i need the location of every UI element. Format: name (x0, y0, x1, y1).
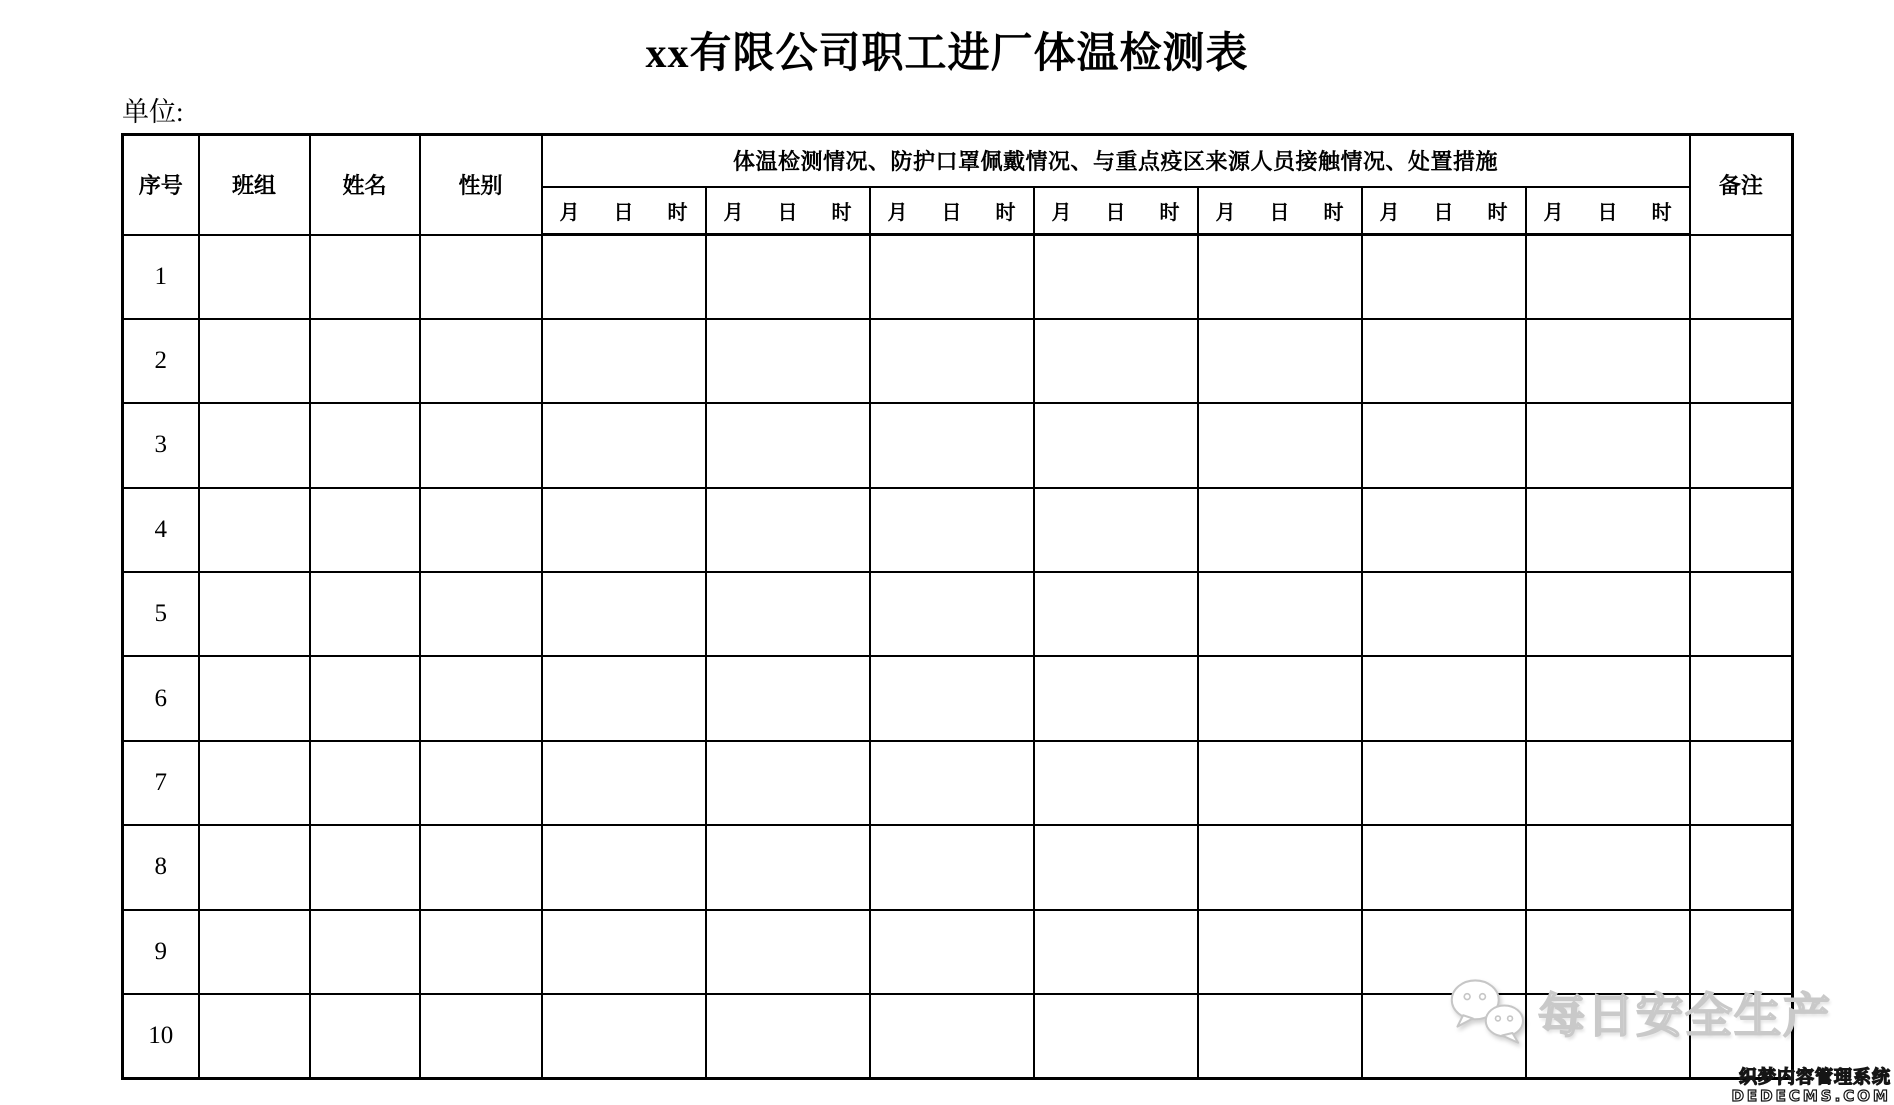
row-number-cell: 3 (123, 403, 199, 487)
empty-cell (199, 572, 310, 656)
date-subheader-label: 月 (1051, 201, 1072, 224)
empty-cell (1526, 656, 1690, 740)
table-row (123, 488, 1793, 572)
empty-cell (420, 656, 542, 740)
empty-cell (310, 910, 420, 994)
empty-cell (1034, 235, 1198, 319)
wechat-icon (1448, 978, 1530, 1046)
date-subheader-label: 月 (559, 201, 580, 224)
empty-cell (542, 994, 706, 1078)
empty-cell (310, 656, 420, 740)
cms-watermark (1731, 1068, 1891, 1104)
empty-cell (199, 994, 310, 1078)
empty-cell (1690, 319, 1793, 403)
empty-cell (706, 488, 870, 572)
table-row (123, 825, 1793, 909)
empty-cell (870, 572, 1034, 656)
empty-cell (1526, 235, 1690, 319)
date-subheader-label: 月 (723, 201, 744, 224)
col-header-remark: 备注 (1690, 135, 1793, 235)
empty-cell (542, 910, 706, 994)
row-number-cell: 10 (123, 994, 199, 1078)
empty-cell (1198, 994, 1362, 1078)
date-subheader-labels (1363, 196, 1525, 225)
empty-cell (199, 910, 310, 994)
empty-cell (706, 910, 870, 994)
empty-cell (706, 403, 870, 487)
empty-cell (1362, 825, 1526, 909)
empty-cell (1198, 235, 1362, 319)
empty-cell (1362, 656, 1526, 740)
row-number-cell: 6 (123, 656, 199, 740)
table-row (123, 741, 1793, 825)
empty-cell (1526, 741, 1690, 825)
empty-cell (706, 825, 870, 909)
col-header-team: 班组 (199, 135, 310, 235)
empty-cell (1362, 572, 1526, 656)
table-row (123, 319, 1793, 403)
date-subheader-label: 时 (1651, 201, 1672, 224)
empty-cell (1526, 488, 1690, 572)
empty-cell (542, 741, 706, 825)
row-number-cell: 1 (123, 235, 199, 319)
empty-cell (542, 319, 706, 403)
date-subheader-labels (1199, 196, 1361, 225)
empty-cell (1198, 488, 1362, 572)
empty-cell (870, 741, 1034, 825)
row-number-cell: 5 (123, 572, 199, 656)
date-subheader-label: 月 (1379, 201, 1400, 224)
empty-cell (1198, 572, 1362, 656)
empty-cell (1690, 572, 1793, 656)
empty-cell (1034, 488, 1198, 572)
empty-cell (706, 572, 870, 656)
empty-cell (706, 656, 870, 740)
date-subheader-label: 时 (1323, 201, 1344, 224)
empty-cell (310, 488, 420, 572)
date-subheader-label: 日 (777, 201, 798, 224)
date-subheader-cell (1362, 187, 1526, 235)
empty-cell (1198, 741, 1362, 825)
date-subheader-labels (1527, 196, 1689, 225)
empty-cell (420, 910, 542, 994)
empty-cell (542, 572, 706, 656)
wechat-watermark-text: 每日安全生产 (1538, 988, 1832, 1042)
empty-cell (1198, 825, 1362, 909)
empty-cell (199, 319, 310, 403)
date-subheader-label: 时 (831, 201, 852, 224)
row-number-cell: 9 (123, 910, 199, 994)
date-subheader-label: 时 (1159, 201, 1180, 224)
cms-watermark-line2: DEDECMS.COM (1731, 1086, 1891, 1105)
date-subheader-label: 日 (1269, 201, 1290, 224)
date-subheader-label: 日 (1105, 201, 1126, 224)
empty-cell (1526, 572, 1690, 656)
empty-cell (420, 403, 542, 487)
empty-cell (1034, 994, 1198, 1078)
empty-cell (199, 403, 310, 487)
empty-cell (310, 235, 420, 319)
empty-cell (310, 825, 420, 909)
empty-cell (870, 825, 1034, 909)
empty-cell (706, 235, 870, 319)
date-subheader-cell (542, 187, 706, 235)
empty-cell (1034, 910, 1198, 994)
empty-cell (310, 403, 420, 487)
wechat-watermark (1448, 978, 1832, 1046)
empty-cell (310, 319, 420, 403)
row-number-cell: 8 (123, 825, 199, 909)
date-subheader-labels (707, 196, 869, 225)
empty-cell (420, 319, 542, 403)
table-row (123, 403, 1793, 487)
empty-cell (1690, 656, 1793, 740)
empty-cell (542, 825, 706, 909)
header-row-main (123, 135, 1793, 187)
table-row (123, 656, 1793, 740)
row-number-cell: 4 (123, 488, 199, 572)
empty-cell (310, 741, 420, 825)
date-subheader-cell (1198, 187, 1362, 235)
empty-cell (1034, 572, 1198, 656)
table-row (123, 235, 1793, 319)
empty-cell (1362, 319, 1526, 403)
empty-cell (542, 656, 706, 740)
date-subheader-label: 时 (995, 201, 1016, 224)
col-header-merged: 体温检测情况、防护口罩佩戴情况、与重点疫区来源人员接触情况、处置措施 (542, 135, 1690, 187)
empty-cell (420, 741, 542, 825)
unit-label: 单位: (122, 97, 184, 127)
empty-cell (199, 741, 310, 825)
empty-cell (1362, 741, 1526, 825)
empty-cell (706, 319, 870, 403)
date-subheader-cell (1034, 187, 1198, 235)
page-title: xx有限公司职工进厂体温检测表 (645, 31, 1249, 77)
date-subheader-label: 月 (887, 201, 908, 224)
empty-cell (1198, 403, 1362, 487)
col-header-gender: 性别 (420, 135, 542, 235)
empty-cell (870, 994, 1034, 1078)
empty-cell (706, 994, 870, 1078)
empty-cell (199, 235, 310, 319)
empty-cell (199, 656, 310, 740)
empty-cell (1362, 488, 1526, 572)
empty-cell (542, 235, 706, 319)
empty-cell (1526, 403, 1690, 487)
date-subheader-cell (706, 187, 870, 235)
empty-cell (1034, 656, 1198, 740)
table-row (123, 572, 1793, 656)
empty-cell (870, 319, 1034, 403)
empty-cell (420, 825, 542, 909)
empty-cell (542, 403, 706, 487)
empty-cell (870, 910, 1034, 994)
date-subheader-label: 月 (1215, 201, 1236, 224)
empty-cell (706, 741, 870, 825)
empty-cell (870, 488, 1034, 572)
empty-cell (199, 488, 310, 572)
empty-cell (1034, 741, 1198, 825)
date-subheader-labels (543, 196, 705, 225)
date-subheader-label: 时 (667, 201, 688, 224)
empty-cell (420, 572, 542, 656)
temperature-check-table (121, 133, 1794, 1080)
col-header-index: 序号 (123, 135, 199, 235)
date-subheader-label: 月 (1543, 201, 1564, 224)
empty-cell (870, 656, 1034, 740)
empty-cell (310, 572, 420, 656)
empty-cell (1198, 910, 1362, 994)
empty-cell (1362, 235, 1526, 319)
date-subheader-label: 日 (1597, 201, 1618, 224)
cms-watermark-line1: 织梦内容管理系统 (1739, 1066, 1891, 1087)
col-header-name: 姓名 (310, 135, 420, 235)
empty-cell (1526, 319, 1690, 403)
date-subheader-label: 日 (941, 201, 962, 224)
row-number-cell: 2 (123, 319, 199, 403)
empty-cell (1198, 319, 1362, 403)
date-subheader-label: 日 (613, 201, 634, 224)
empty-cell (420, 235, 542, 319)
empty-cell (870, 403, 1034, 487)
empty-cell (1362, 403, 1526, 487)
empty-cell (1034, 319, 1198, 403)
empty-cell (420, 994, 542, 1078)
empty-cell (1690, 825, 1793, 909)
empty-cell (542, 488, 706, 572)
empty-cell (199, 825, 310, 909)
date-subheader-labels (1035, 196, 1197, 225)
empty-cell (1034, 403, 1198, 487)
row-number-cell: 7 (123, 741, 199, 825)
empty-cell (870, 235, 1034, 319)
empty-cell (1690, 488, 1793, 572)
date-subheader-cell (870, 187, 1034, 235)
date-subheader-label: 时 (1487, 201, 1508, 224)
empty-cell (310, 994, 420, 1078)
empty-cell (1034, 825, 1198, 909)
date-subheader-cell (1526, 187, 1690, 235)
empty-cell (1690, 235, 1793, 319)
date-subheader-label: 日 (1433, 201, 1454, 224)
empty-cell (1690, 403, 1793, 487)
empty-cell (1526, 825, 1690, 909)
date-subheader-labels (871, 196, 1033, 225)
empty-cell (1198, 656, 1362, 740)
empty-cell (420, 488, 542, 572)
empty-cell (1690, 741, 1793, 825)
